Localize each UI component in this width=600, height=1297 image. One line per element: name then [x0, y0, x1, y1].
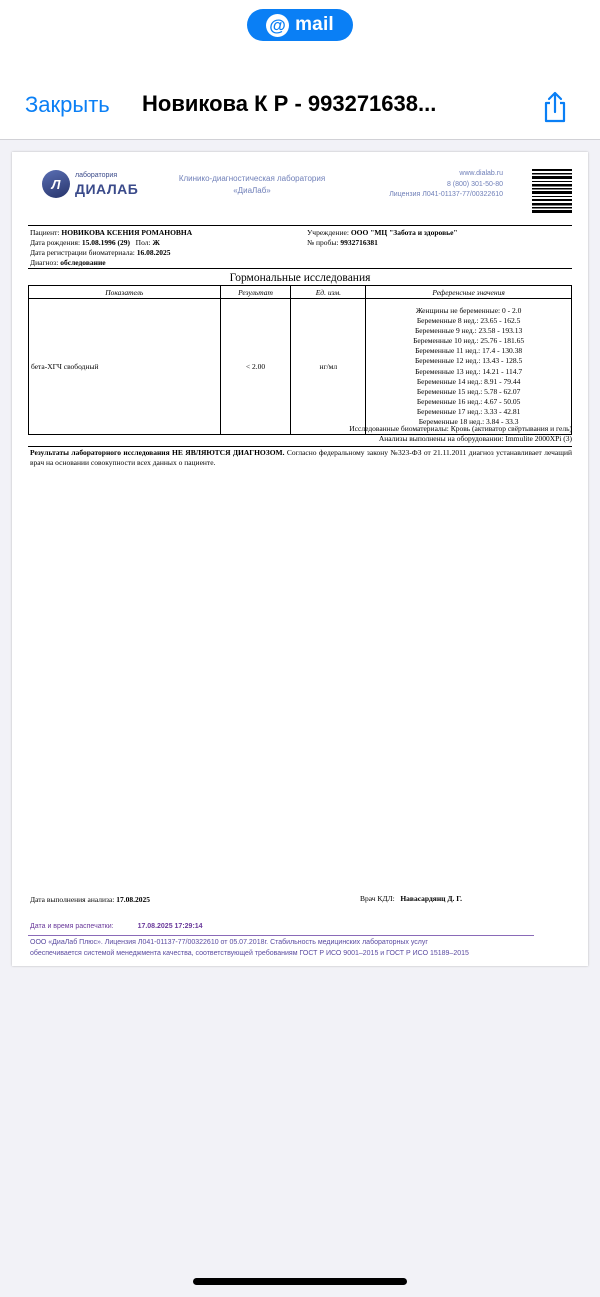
lab-website: www.dialab.ru: [459, 170, 503, 177]
biomaterial-text: Исследованные биоматериалы: Кровь (активатор свёртывания и гель): [349, 424, 572, 433]
at-sign-icon: @: [266, 14, 289, 37]
reference-values-cell: [366, 299, 572, 435]
diag-value: обследование: [60, 258, 106, 267]
patient-name: НОВИКОВА КСЕНИЯ РОМАНОВНА: [61, 228, 193, 237]
unit-cell: нг/мл: [291, 299, 366, 435]
sample-label: № пробы:: [307, 238, 339, 247]
logo-subtitle: лаборатория: [75, 172, 118, 179]
document-title: Новикова К Р - 993271638...: [142, 91, 437, 116]
license-line1: ООО «ДиаЛаб Плюс». Лицензия Л041-01137-77/00322610 от 05.07.2018г. Стабильность медицинских лабораторных услуг: [30, 939, 428, 946]
reference-line: Беременные 11 нед.: 17.4 - 130.38: [415, 346, 523, 356]
reference-line: Беременные 14 нед.: 8.91 - 79.44: [416, 376, 521, 386]
print-label: Дата и время распечатки:: [30, 923, 114, 930]
disclaimer: [30, 448, 572, 468]
disclaimer-text: Согласно федеральному закону №323-ФЗ от 21.11.2011 диагноз устанавливает лечащий врач на основании совокупности всех данных о пациенте.: [30, 448, 572, 467]
inst-label: Учреждение:: [307, 228, 349, 237]
doctor-label: Врач КДЛ:: [360, 894, 395, 903]
lab-name: [162, 173, 342, 197]
reference-line: Беременные 18 нед.: 3.84 - 33.3: [418, 416, 519, 426]
reference-line: Беременные 15 нед.: 5.78 - 62.07: [416, 386, 521, 396]
result-cell: < 2.00: [220, 299, 291, 435]
doctor-name: Навасардянц Д. Г.: [400, 894, 463, 903]
disclaimer-rule: [28, 446, 572, 447]
reference-line: Беременные 12 нед.: 13.43 - 128.5: [414, 356, 523, 366]
patient-label: Пациент:: [30, 228, 60, 237]
lab-phone: 8 (800) 301-50-80: [446, 180, 503, 188]
sample-value: 9932716381: [340, 238, 378, 247]
close-button[interactable]: Закрыть: [25, 92, 110, 117]
footer-rule: [28, 935, 534, 936]
table-header-row: [29, 286, 572, 299]
sex-value: Ж: [152, 238, 160, 247]
document-page[interactable]: [12, 152, 588, 966]
reference-line: Беременные 9 нед.: 23.58 - 193.13: [414, 326, 523, 336]
header-rule: [28, 225, 572, 226]
col-header-indicator: Показатель: [29, 286, 221, 299]
reference-line: Женщины не беременные: 0 - 2.0: [415, 305, 522, 315]
inst-value: ООО "МЦ "Забота и здоровье": [350, 228, 458, 237]
share-button[interactable]: [540, 90, 570, 124]
mail-app-badge[interactable]: [247, 9, 353, 41]
analysis-date-value: 17.08.2025: [116, 895, 150, 904]
section-rule: [28, 268, 572, 269]
logo-name: ДИАЛАБ: [75, 181, 139, 197]
reference-line: Беременные 13 нед.: 14.21 - 114.7: [415, 366, 523, 376]
diag-label: Диагноз:: [30, 258, 59, 267]
reg-label: Дата регистрации биоматериала:: [30, 248, 135, 257]
dob-value: 15.08.1996 (29): [81, 238, 131, 247]
lab-name-line1: Клинико-диагностическая лаборатория: [178, 174, 326, 183]
doctor-signature: [360, 894, 462, 903]
table-row: [29, 299, 572, 435]
top-bar-divider: [0, 139, 600, 140]
section-title: Гормональные исследования: [229, 272, 371, 284]
print-timestamp: [30, 923, 203, 930]
lab-contacts: [362, 169, 503, 201]
col-header-result: Результат: [220, 286, 291, 299]
mail-badge-label: mail: [295, 14, 334, 35]
reference-line: Беременные 16 нед.: 4.67 - 50.05: [416, 396, 521, 406]
reference-line: Беременные 8 нед.: 23.65 - 162.5: [416, 316, 521, 326]
reference-line: Беременные 10 нед.: 25.76 - 181.65: [413, 336, 525, 346]
patient-info: [30, 228, 192, 268]
col-header-refs: Референсные значения: [366, 286, 572, 299]
equipment-text: Анализы выполнены на оборудовании: Immulite 2000XPi (3): [378, 434, 572, 443]
analysis-date-label: Дата выполнения анализа:: [30, 895, 115, 904]
lab-name-line2: «ДиаЛаб»: [233, 186, 271, 195]
barcode-icon: [532, 169, 572, 213]
dob-label: Дата рождения:: [30, 238, 81, 247]
analysis-date: [30, 895, 150, 904]
biomaterial-info: [349, 424, 572, 444]
results-table: [28, 285, 572, 435]
dialab-logo-icon: Л: [42, 170, 70, 198]
institution-info: [307, 228, 458, 248]
col-header-unit: Ед. изм.: [291, 286, 366, 299]
disclaimer-bold: Результаты лабораторного исследования НЕ ЯВЛЯЮТСЯ ДИАГНОЗОМ.: [30, 448, 285, 457]
print-value: 17.08.2025 17:29:14: [137, 923, 203, 930]
sex-label: Пол:: [135, 238, 151, 247]
lab-license: Лицензия Л041-01137-77/00322610: [389, 191, 503, 198]
reference-line: Беременные 17 нед.: 3.33 - 42.81: [416, 406, 521, 416]
license-footer: [30, 937, 575, 959]
dialab-logo: [42, 169, 142, 201]
indicator-cell: бета-ХГЧ свободный: [29, 299, 221, 435]
license-line2: обеспечивается системой менеджмента качества, соответствующей требованиям ГОСТ Р ИСО 9001–2015 и ГОСТ Р ИСО 15189–2015: [30, 950, 469, 957]
reg-value: 16.08.2025: [136, 248, 171, 257]
top-bar: [0, 0, 600, 140]
home-indicator[interactable]: [193, 1278, 407, 1285]
share-icon: [540, 90, 570, 124]
